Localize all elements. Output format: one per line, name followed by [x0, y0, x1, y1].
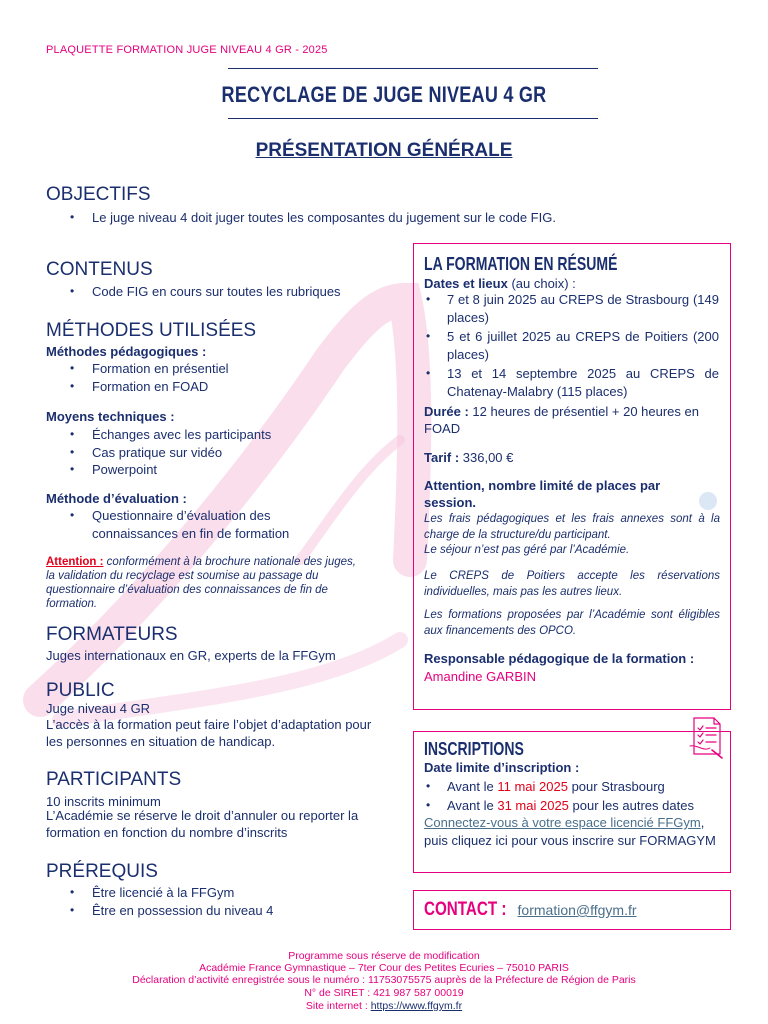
date-item: • 7 et 8 juin 2025 au CREPS de Strasbourg (149 places): [424, 291, 719, 326]
methodes-peda-list: [46, 360, 396, 395]
list-item: • Échanges avec les participants: [46, 426, 396, 444]
formation-summary-box: [413, 243, 731, 710]
duree-text: 12 heures de présentiel + 20 heures en FOAD: [424, 404, 699, 436]
dates-label-line: [424, 275, 724, 292]
item-suffix: pour les autres dates: [568, 797, 694, 813]
attention-label: Attention :: [46, 556, 104, 568]
dates-label: Dates et lieux: [424, 276, 508, 291]
after-link-text: , puis cliquez ici pour vous inscrire sur FORMAGYM: [424, 815, 716, 848]
title-top-rule: [228, 68, 598, 69]
methodes-peda-label: Méthodes pédagogiques :: [46, 344, 207, 359]
responsable-label: Responsable pédagogique de la formation :: [424, 651, 695, 666]
places-warning: Attention, nombre limité de places par session.: [424, 478, 661, 510]
methodes-moyens-label: Moyens techniques :: [46, 409, 175, 424]
inscriptions-box: [413, 731, 731, 873]
list-item: • Powerpoint: [46, 461, 396, 479]
footer-site-line: [0, 1000, 768, 1013]
footer-line-1: Programme sous réserve de modification: [288, 950, 480, 962]
list-item: • Questionnaire d’évaluation des connaissances en fin de formation: [46, 507, 336, 542]
creps-note: Le CREPS de Poitiers accepte les réservations individuelles, mais pas les autres lieux.: [424, 570, 720, 598]
list-item: • Être licencié à la FFGym: [46, 884, 396, 902]
deadline-date: 31 mai 2025: [497, 797, 569, 813]
date-item: • 13 et 14 septembre 2025 au CREPS de Chatenay-Malabry (115 places): [424, 365, 719, 400]
inscription-date-item: [424, 797, 724, 815]
page-subtitle: PRÉSENTATION GÉNÉRALE: [255, 140, 513, 161]
contact-line: [424, 899, 637, 921]
tarif-label: Tarif :: [424, 450, 460, 465]
participants-heading: PARTICIPANTS: [46, 769, 182, 790]
list-item: • Le juge niveau 4 doit juger toutes les composantes du jugement sur le code FIG.: [46, 209, 736, 227]
participants-line2: L’Académie se réserve le droit d’annuler ou reporter la formation en fonction du nombre d’inscrits: [46, 808, 359, 840]
prerequis-list: [46, 884, 396, 919]
list-item: • Formation en présentiel: [46, 360, 396, 378]
list-item: • Être en possession du niveau 4: [46, 902, 396, 920]
deadline-date: 11 mai 2025: [497, 779, 568, 794]
document-header-label: PLAQUETTE FORMATION JUGE NIVEAU 4 GR - 2025: [46, 44, 328, 56]
item-suffix: pour Strasbourg: [567, 779, 665, 794]
objectifs-heading: OBJECTIFS: [46, 184, 151, 205]
attention-text: conformément à la brochure nationale des juges, la validation du recyclage est soumise au passage du questionnaire d’évaluation des connaissances de fin de formation.: [46, 556, 356, 610]
footer-line-2: Académie France Gymnastique – 7ter Cour des Petites Ecuries – 75010 PARIS: [199, 962, 569, 974]
list-item: • Cas pratique sur vidéo: [46, 444, 396, 462]
duree-label: Durée :: [424, 404, 469, 419]
inscription-date-item: [424, 778, 724, 796]
tarif-text: 336,00 €: [459, 450, 514, 465]
item-prefix: Avant le: [447, 797, 498, 813]
title-bottom-rule: [228, 118, 598, 119]
date-limite-label: Date limite d’inscription :: [424, 760, 580, 775]
licencie-space-link[interactable]: Connectez-vous à votre espace licencié FFGym: [424, 815, 701, 830]
frais-note: Les frais pédagogiques et les frais annexes sont à la charge de la structure/du participant.: [424, 513, 720, 541]
contenus-list: [46, 283, 396, 301]
footer-line-3: Déclaration d’activité enregistrée sous le numéro : 11753075575 auprès de la Préfecture de Région de Paris: [132, 974, 636, 986]
contact-box: [413, 890, 731, 930]
page-title: RECYCLAGE DE JUGE NIVEAU 4 GR: [221, 82, 547, 107]
responsable-name: Amandine GARBIN: [424, 669, 536, 684]
sejour-note: Le séjour n’est pas géré par l’Académie.: [424, 544, 630, 556]
dates-suffix: (au choix) :: [507, 276, 576, 291]
prerequis-heading: PRÉREQUIS: [46, 861, 158, 882]
contact-label: CONTACT :: [424, 899, 507, 920]
list-item: • Code FIG en cours sur toutes les rubriques: [46, 283, 396, 301]
inscription-dates-list: [424, 778, 724, 814]
summary-title: LA FORMATION EN RÉSUMÉ: [424, 254, 618, 274]
item-prefix: Avant le: [447, 779, 498, 794]
site-label: Site internet :: [305, 1000, 371, 1012]
site-link[interactable]: https://www.ffgym.fr: [370, 1000, 463, 1012]
methodes-eval-label: Méthode d’évaluation :: [46, 491, 187, 506]
inscription-instructions: [424, 814, 724, 850]
inscriptions-title: INSCRIPTIONS: [424, 739, 524, 759]
footer-line-4: N° de SIRET : 421 987 587 00019: [304, 987, 464, 999]
date-item: • 5 et 6 juillet 2025 au CREPS de Poitiers (200 places): [424, 328, 719, 363]
objectifs-list: [46, 209, 736, 227]
dates-list: [424, 291, 719, 400]
methodes-eval-list: [46, 507, 336, 542]
formateurs-heading: FORMATEURS: [46, 624, 178, 645]
duree-line: [424, 403, 724, 437]
methodes-moyens-list: [46, 426, 396, 479]
methodes-attention-note: [46, 555, 366, 611]
tarif-line: [424, 449, 724, 466]
list-item: • Formation en FOAD: [46, 378, 396, 396]
public-line1: Juge niveau 4 GR: [46, 701, 151, 716]
public-heading: PUBLIC: [46, 680, 115, 701]
contenus-heading: CONTENUS: [46, 259, 153, 280]
methodes-heading: MÉTHODES UTILISÉES: [46, 320, 257, 341]
opco-note: Les formations proposées par l’Académie sont éligibles aux financements des OPCO.: [424, 609, 720, 637]
public-line2: L’accès à la formation peut faire l’objet d’adaptation pour les personnes en situation de handicap.: [46, 717, 372, 749]
formateurs-text: Juges internationaux en GR, experts de la FFGym: [46, 648, 336, 663]
participants-line1: 10 inscrits minimum: [46, 794, 161, 809]
contact-email-link[interactable]: formation@ffgym.fr: [517, 902, 637, 918]
